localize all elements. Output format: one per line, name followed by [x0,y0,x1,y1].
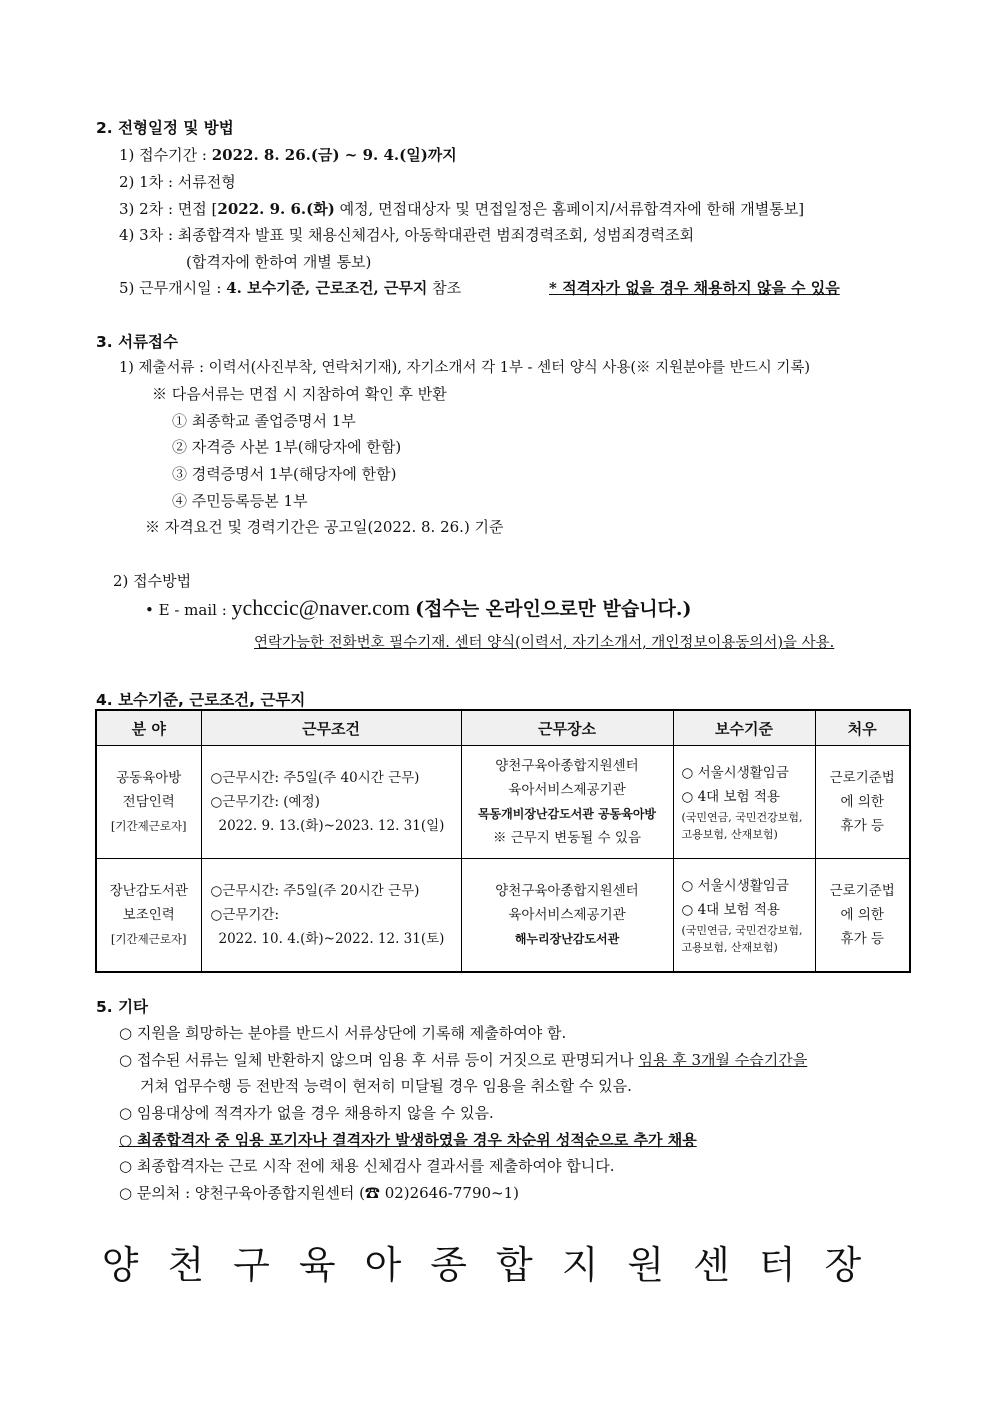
location-cell [461,746,673,859]
misc-item: ○ 임용대상에 적격자가 없을 경우 채용하지 않을 수 있음. [119,1104,494,1122]
pay-cell [673,859,815,973]
interview-note: 예정, 면접대상자 및 면접일정은 홈페이지/서류합격자에 한해 개별통보] [334,200,805,218]
email-submission-note: 연락가능한 전화번호 필수기재. 센터 양식(이력서, 자기소개서, 개인정보이용동의서)을 사용. [254,635,835,651]
conditions-cell [201,746,461,859]
pay-insurance-detail: 고용보험, 산재보험) [681,941,778,954]
misc-item-continued: 거쳐 업무수행 등 전반적 능력이 현저히 미달될 경우 임용을 취소할 수 있음. [140,1077,632,1095]
probation-note: 임용 후 3개월 수습기간을 [638,1051,808,1069]
required-documents: 1) 제출서류 : 이력서(사진부착, 연락처기재), 자기소개서 각 1부 - 센터 양식 사용(※ 지원분야를 반드시 기록) [119,360,811,376]
email-prefix: • E - mail : [145,601,232,619]
benefit-text: 휴가 등 [840,818,884,834]
pay-insurance: ○ 4대 보험 적용 [681,789,780,805]
misc-item-emphasis: ○ 최종합격자 중 임용 포기자나 결격자가 발생하였을 경우 차순위 성적순으로 추가 채용 [119,1131,697,1149]
doc-item: ④ 주민등록등본 1부 [172,492,308,510]
benefit-text: 근로기준법 [829,770,895,786]
contact-info: ○ 문의처 : 양천구육아종합지원센터 (☎ 02)2646-7790~1) [119,1184,520,1202]
header-benefits: 처우 [815,710,910,746]
benefit-text: 근로기준법 [829,883,895,899]
header-conditions: 근무조건 [201,710,461,746]
benefits-cell [815,859,910,973]
start-date-ref: 4. 보수기준, 근로조건, 근무지 [226,279,428,297]
location-cell [461,859,673,973]
location-site: 목동개비장난감도서관 공동육아방 [477,807,657,821]
section-4-title: 4. 보수기준, 근로조건, 근무지 [96,691,306,709]
field-role: 보조인력 [122,907,175,923]
field-cell [96,746,201,859]
field-role: 전담인력 [122,794,175,810]
pay-cell [673,746,815,859]
pay-wage: ○ 서울시생활임금 [681,765,789,781]
location-org: 양천구육아종합지원센터 [495,883,639,899]
period-label: 1) 접수기간 : [119,146,212,164]
schedule-third-round: 4) 3차 : 최종합격자 발표 및 채용신체검사, 아동학대관련 범죄경력조회, 성범죄경력조회 [119,226,695,244]
location-note: ※ 근무지 변동될 수 있음 [492,830,642,846]
email-online-note: (접수는 온라인으로만 받습니다.) [415,598,692,620]
schedule-third-round-note: (합격자에 한하여 개별 통보) [186,253,372,271]
section-5-title: 5. 기타 [96,998,149,1016]
doc-item: ① 최종학교 졸업증명서 1부 [172,412,356,430]
field-type: [기간제근로자] [110,932,187,946]
work-period-label: ○근무기간: (예정) [210,794,320,810]
conditions-table [95,709,911,973]
header-field: 분 야 [96,710,201,746]
location-org: 양천구육아종합지원센터 [495,758,639,774]
issuer-signature: 양천구육아종합지원센터장 [101,1243,891,1287]
misc-item [119,1049,807,1070]
location-type: 육아서비스제공기관 [508,907,626,923]
work-hours: ○근무시간: 주5일(주 40시간 근무) [210,770,420,786]
benefit-text: 휴가 등 [840,931,884,947]
pay-insurance-detail: (국민연금, 국민건강보험, [681,811,803,824]
pay-wage: ○ 서울시생활임금 [681,878,789,894]
field-name: 장난감도서관 [109,883,188,899]
period-value: 2022. 8. 26.(금) ~ 9. 4.(일)까지 [211,146,457,164]
benefit-text: 에 의한 [840,907,884,923]
qualification-basis: ※ 자격요건 및 경력기간은 공고일(2022. 8. 26.) 기준 [145,518,504,536]
benefit-text: 에 의한 [840,794,884,810]
work-period: 2022. 9. 13.(화)~2023. 12. 31(일) [218,818,445,834]
misc-text: ○ 접수된 서류는 일체 반환하지 않으며 임용 후 서류 등이 거짓으로 판명되거나 [119,1051,639,1069]
header-location: 근무장소 [461,710,673,746]
start-date-label: 5) 근무개시일 : [119,279,227,297]
schedule-first-round: 2) 1차 : 서류전형 [119,173,236,191]
benefits-cell [815,746,910,859]
pay-insurance-detail: (국민연금, 국민건강보험, [681,924,803,937]
interview-date: 2022. 9. 6.(화) [217,200,335,218]
schedule-second-round [119,198,804,219]
interview-label: 3) 2차 : 면접 [ [119,200,218,218]
location-type: 육아서비스제공기관 [508,782,626,798]
submission-method-title: 2) 접수방법 [113,572,192,590]
location-site: 해누리장난감도서관 [514,932,620,946]
no-hire-warning: * 적격자가 없을 경우 채용하지 않을 수 있음 [549,279,840,297]
schedule-start-date [119,277,461,298]
table-row [96,859,910,973]
table-header-row [96,710,910,746]
pay-insurance-detail: 고용보험, 산재보험) [681,828,778,841]
work-period-label: ○근무기간: [210,907,279,923]
header-pay: 보수기준 [673,710,815,746]
section-2-title: 2. 전형일정 및 방법 [96,119,234,137]
misc-item: ○ 최종합격자는 근로 시작 전에 채용 신체검사 결과서를 제출하여야 합니다. [119,1157,615,1175]
table-row [96,746,910,859]
email-link[interactable]: ychccic@naver.com [231,595,410,620]
field-type: [기간제근로자] [110,819,187,833]
work-hours: ○근무시간: 주5일(주 20시간 근무) [210,883,420,899]
doc-item: ② 자격증 사본 1부(해당자에 한함) [172,438,402,456]
field-cell [96,859,201,973]
section-3-title: 3. 서류접수 [96,333,178,351]
misc-item: ○ 지원을 희망하는 분야를 반드시 서류상단에 기록해 제출하여야 함. [119,1024,567,1042]
email-line [145,594,692,621]
conditions-cell [201,859,461,973]
work-period: 2022. 10. 4.(화)~2022. 12. 31(토) [218,931,445,947]
interview-documents-note: ※ 다음서류는 면접 시 지참하여 확인 후 반환 [152,385,447,403]
schedule-period [119,144,457,165]
pay-insurance: ○ 4대 보험 적용 [681,902,780,918]
start-date-suffix: 참조 [427,279,462,297]
field-name: 공동육아방 [116,770,182,786]
doc-item: ③ 경력증명서 1부(해당자에 한함) [172,465,397,483]
